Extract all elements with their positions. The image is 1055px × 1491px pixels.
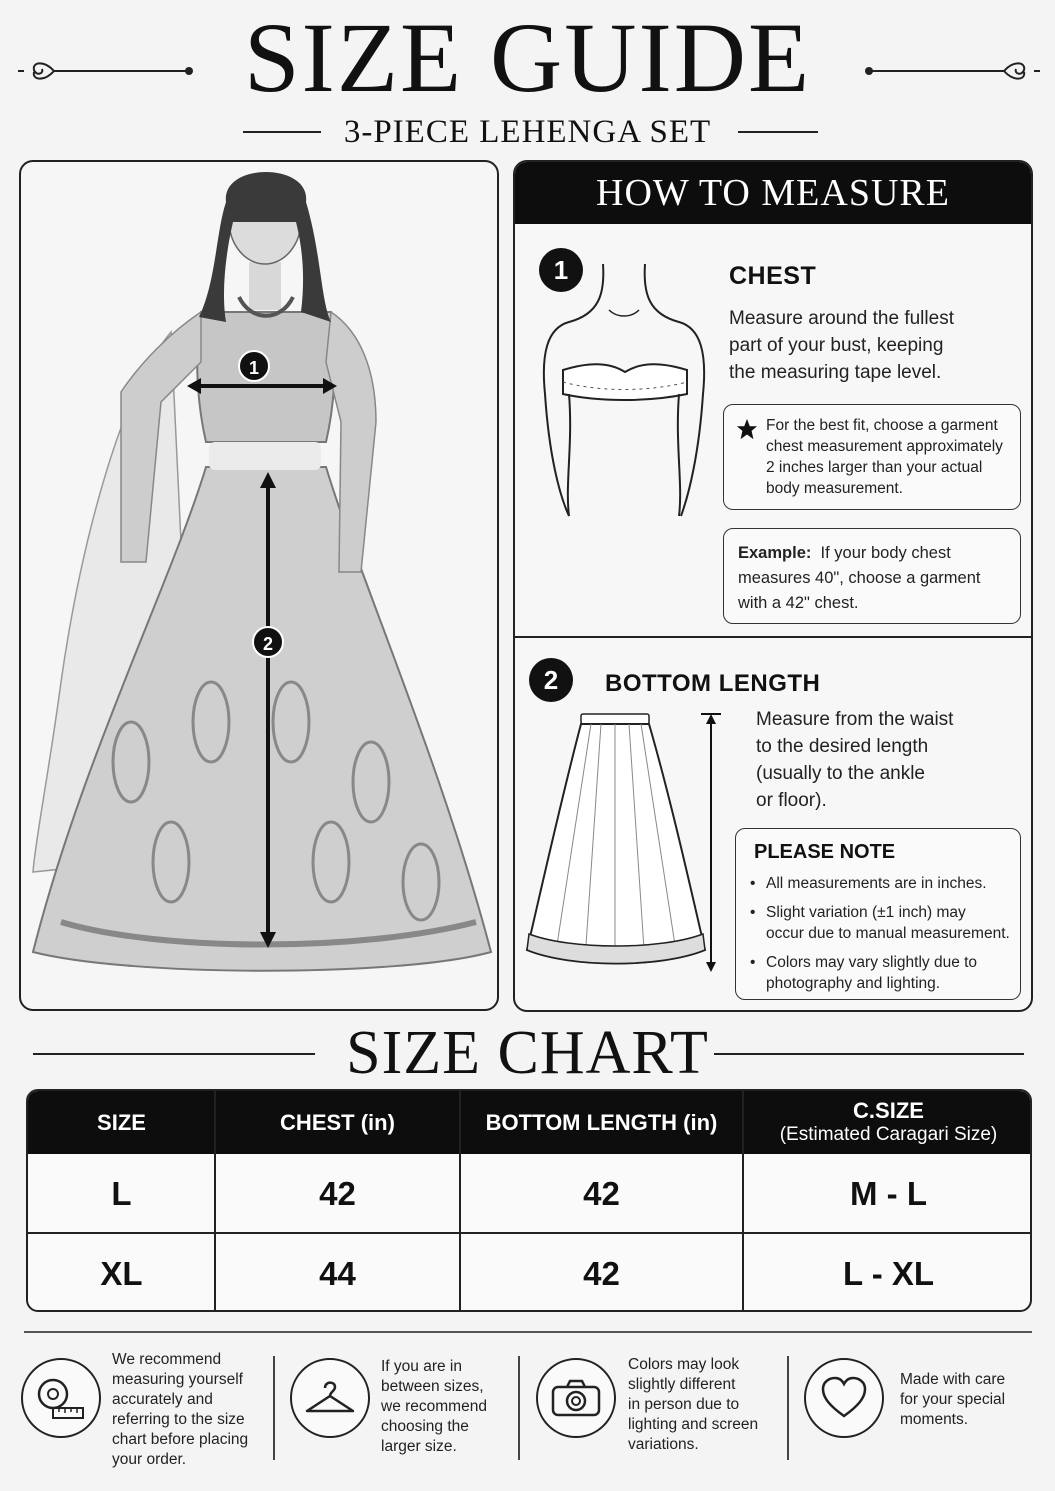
tip-line: We recommend bbox=[112, 1351, 222, 1368]
bottom-line: Measure from the waist bbox=[756, 709, 954, 730]
cell-csize: M - L bbox=[850, 1174, 927, 1212]
chest-line: Measure around the fullest bbox=[729, 308, 954, 329]
section-divider bbox=[515, 636, 1031, 638]
lehenga-model-illustration bbox=[21, 162, 499, 1011]
fit-tip-line: body measurement. bbox=[766, 480, 903, 497]
cell-size: L bbox=[111, 1174, 132, 1212]
header-chest-label: CHEST (in) bbox=[280, 1109, 395, 1135]
chest-line: part of your bust, keeping bbox=[729, 335, 944, 356]
tip-line: slightly different bbox=[628, 1376, 736, 1393]
note-line: photography and lighting. bbox=[766, 975, 941, 992]
note-line: All measurements are in inches. bbox=[766, 875, 987, 892]
bottom-step-badge: 2 bbox=[529, 658, 573, 702]
example-line: with a 42" chest. bbox=[738, 594, 859, 612]
fit-tip-line: For the best fit, choose a garment bbox=[766, 417, 998, 434]
fit-tip-text bbox=[766, 415, 1003, 499]
header-size bbox=[28, 1091, 215, 1154]
heart-icon bbox=[804, 1358, 884, 1438]
note-line: Colors may vary slightly due to bbox=[766, 954, 978, 971]
tip-separator bbox=[273, 1356, 275, 1460]
example-text bbox=[738, 541, 981, 616]
tip-line: referring to the size bbox=[112, 1411, 245, 1428]
note-item: • Slight variation (±1 inch) may occur due to manual measurement. bbox=[750, 904, 1010, 942]
tip-line: lighting and screen bbox=[628, 1416, 759, 1433]
camera-icon bbox=[536, 1358, 616, 1438]
tip-separator bbox=[787, 1356, 789, 1460]
tip-text-2 bbox=[381, 1357, 487, 1457]
fit-tip-line: chest measurement approximately bbox=[766, 438, 1003, 455]
tip-line: larger size. bbox=[381, 1438, 457, 1455]
tip-line: If you are in bbox=[381, 1358, 462, 1375]
bottom-length-title: BOTTOM LENGTH bbox=[605, 670, 821, 697]
chest-instructions bbox=[729, 305, 954, 386]
chart-title-rule-right bbox=[714, 1053, 1024, 1055]
tip-line: chart before placing bbox=[112, 1431, 249, 1448]
how-to-measure-heading: HOW TO MEASURE bbox=[515, 162, 1031, 224]
header-size-label: SIZE bbox=[97, 1109, 146, 1135]
cell-chest: 42 bbox=[319, 1174, 356, 1212]
please-note-title: PLEASE NOTE bbox=[754, 841, 896, 863]
page-subtitle: 3-PIECE LEHENGA SET bbox=[343, 114, 712, 150]
header-bottom-label: BOTTOM LENGTH (in) bbox=[485, 1109, 718, 1135]
example-line: measures 40", choose a garment bbox=[738, 569, 981, 587]
model-figure-panel bbox=[19, 160, 499, 1011]
example-box bbox=[723, 528, 1021, 624]
header-csize bbox=[743, 1091, 1032, 1154]
header-chest bbox=[215, 1091, 460, 1154]
fit-tip-box bbox=[723, 404, 1021, 510]
note-item: • All measurements are in inches. bbox=[750, 875, 987, 892]
header-bottom-length bbox=[460, 1091, 743, 1154]
tip-line: moments. bbox=[900, 1411, 969, 1428]
tip-text-4 bbox=[900, 1370, 1005, 1430]
cell-size: XL bbox=[100, 1254, 143, 1292]
tip-line: between sizes, bbox=[381, 1378, 484, 1395]
header-csize-label: C.SIZE bbox=[853, 1097, 924, 1123]
example-label: Example: bbox=[738, 544, 812, 562]
tip-text-1 bbox=[112, 1350, 248, 1470]
chest-line: the measuring tape level. bbox=[729, 362, 942, 383]
fit-tip-line: 2 inches larger than your actual bbox=[766, 459, 983, 476]
tip-separator bbox=[518, 1356, 520, 1460]
tip-line: your order. bbox=[112, 1451, 187, 1468]
measuring-tape-icon bbox=[21, 1358, 101, 1438]
tip-line: measuring yourself bbox=[112, 1371, 243, 1388]
cell-bottom-length: 42 bbox=[583, 1254, 620, 1292]
cell-chest: 44 bbox=[319, 1254, 356, 1292]
tip-line: in person due to bbox=[628, 1396, 740, 1413]
bottom-line: (usually to the ankle bbox=[756, 763, 925, 784]
hanger-icon bbox=[290, 1358, 370, 1438]
page-title: SIZE GUIDE bbox=[243, 2, 812, 113]
tip-line: accurately and bbox=[112, 1391, 213, 1408]
cell-bottom-length: 42 bbox=[583, 1174, 620, 1212]
chest-title: CHEST bbox=[729, 262, 817, 290]
torso-illustration bbox=[529, 254, 719, 524]
cell-csize: L - XL bbox=[842, 1254, 935, 1292]
left-ornament-icon bbox=[14, 56, 194, 86]
figure-marker-2: 2 bbox=[252, 626, 284, 658]
footer-rule bbox=[24, 1331, 1032, 1333]
note-item: • Colors may vary slightly due to photography and lighting. bbox=[750, 954, 978, 992]
tip-line: we recommend bbox=[381, 1398, 487, 1415]
example-line: If your body chest bbox=[820, 544, 951, 562]
skirt-illustration bbox=[521, 710, 735, 980]
tip-line: Made with care bbox=[900, 1371, 1006, 1388]
size-chart-title: SIZE CHART bbox=[346, 1019, 709, 1087]
note-line: occur due to manual measurement. bbox=[766, 925, 1010, 942]
chest-step-badge: 1 bbox=[539, 248, 583, 292]
note-line: Slight variation (±1 inch) may bbox=[766, 904, 966, 921]
tip-line: choosing the bbox=[381, 1418, 469, 1435]
right-ornament-icon bbox=[864, 56, 1044, 86]
how-to-measure-panel bbox=[513, 160, 1033, 1012]
please-note-box bbox=[735, 828, 1021, 1000]
bottom-line: or floor). bbox=[756, 790, 827, 811]
note-list bbox=[750, 873, 1020, 994]
tip-line: Colors may look bbox=[628, 1356, 740, 1373]
tip-line: for your special bbox=[900, 1391, 1006, 1408]
figure-marker-1: 1 bbox=[238, 350, 270, 382]
star-icon bbox=[736, 418, 758, 440]
subtitle-rule-right bbox=[738, 131, 818, 133]
tip-text-3 bbox=[628, 1355, 758, 1455]
bottom-length-instructions bbox=[756, 706, 953, 814]
tip-line: variations. bbox=[628, 1436, 699, 1453]
size-chart-table bbox=[26, 1089, 1032, 1312]
header-csize-sublabel: (Estimated Caragari Size) bbox=[779, 1123, 998, 1145]
bottom-line: to the desired length bbox=[756, 736, 929, 757]
